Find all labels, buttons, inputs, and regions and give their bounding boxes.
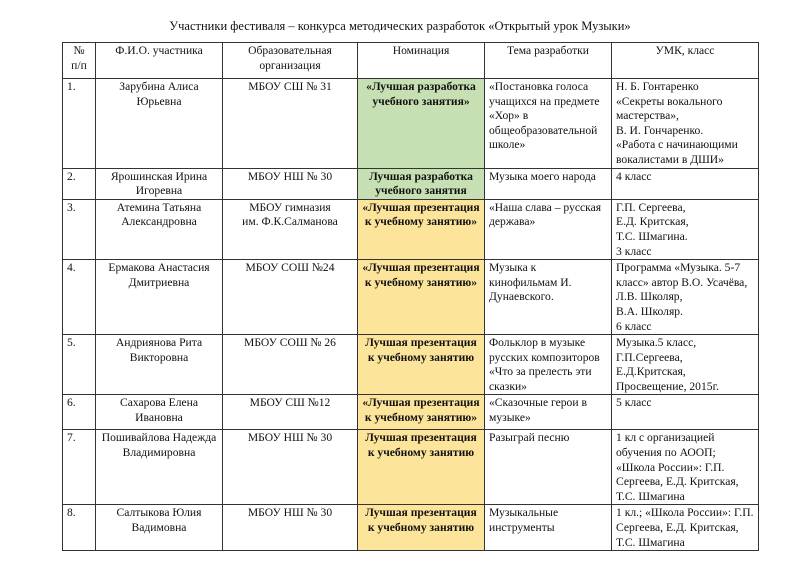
header-organization: Образовательная организация — [223, 43, 358, 79]
table-row — [63, 260, 759, 335]
nomination: Лучшая презентация к учебному занятию — [358, 505, 485, 551]
participant-name: Ермакова Анастасия Дмитриевна — [96, 260, 223, 335]
nomination: «Лучшая презентация к учебному занятию» — [358, 199, 485, 259]
header-umk: УМК, класс — [612, 43, 759, 79]
participant-name: Зарубина Алиса Юрьевна — [96, 79, 223, 169]
row-number: 8. — [63, 505, 96, 551]
row-number: 1. — [63, 79, 96, 169]
umk-class: 4 класс — [612, 168, 759, 199]
header-number: № п/п — [63, 43, 96, 79]
topic: Музыкальные инструменты — [485, 505, 612, 551]
table-row — [63, 430, 759, 505]
row-number: 3. — [63, 199, 96, 259]
topic: Музыка моего народа — [485, 168, 612, 199]
row-number: 6. — [63, 395, 96, 430]
organization: МБОУ СОШ № 26 — [223, 335, 358, 395]
document-title: Участники фестиваля – конкурса методических разработок «Открытый урок Музыки» — [169, 19, 631, 33]
organization: МБОУ СШ № 31 — [223, 79, 358, 169]
topic: Разыграй песню — [485, 430, 612, 505]
nomination: «Лучшая презентация к учебному занятию» — [358, 395, 485, 430]
participant-name: Андриянова Рита Викторовна — [96, 335, 223, 395]
header-topic: Тема разработки — [485, 43, 612, 79]
row-number: 2. — [63, 168, 96, 199]
organization: МБОУ НШ № 30 — [223, 505, 358, 551]
topic: «Постановка голоса учащихся на предмете «Хор» в общеобразовательной школе» — [485, 79, 612, 169]
table-row — [63, 168, 759, 199]
umk-class: 1 кл с организацией обучения по АООП; «Школа России»: Г.П. Сергеева, Е.Д. Критская, Т.С. Шмагина — [612, 430, 759, 505]
nomination: Лучшая презентация к учебному занятию — [358, 430, 485, 505]
participant-name: Пошивайлова Надежда Владимировна — [96, 430, 223, 505]
participants-table — [62, 42, 759, 551]
table-row — [63, 505, 759, 551]
organization: МБОУ СШ №12 — [223, 395, 358, 430]
table-header-row — [63, 43, 759, 79]
header-nomination: Номинация — [358, 43, 485, 79]
row-number: 4. — [63, 260, 96, 335]
umk-class: Программа «Музыка. 5-7 класс» автор В.О. Усачёва, Л.В. Школяр, В.А. Школяр. 6 класс — [612, 260, 759, 335]
header-name: Ф.И.О. участника — [96, 43, 223, 79]
umk-class: Г.П. Сергеева, Е.Д. Критская, Т.С. Шмагина. 3 класс — [612, 199, 759, 259]
umk-class: Музыка.5 класс, Г.П.Сергеева, Е.Д.Критская, Просвещение, 2015г. — [612, 335, 759, 395]
nomination: Лучшая презентация к учебному занятию — [358, 335, 485, 395]
row-number: 7. — [63, 430, 96, 505]
umk-class: 5 класс — [612, 395, 759, 430]
table-row — [63, 335, 759, 395]
topic: Музыка к кинофильмам И. Дунаевского. — [485, 260, 612, 335]
topic: «Наша слава – русская держава» — [485, 199, 612, 259]
participant-name: Атемина Татьяна Александровна — [96, 199, 223, 259]
table-row — [63, 79, 759, 169]
participant-name: Салтыкова Юлия Вадимовна — [96, 505, 223, 551]
table-row — [63, 199, 759, 259]
organization: МБОУ гимназия им. Ф.К.Салманова — [223, 199, 358, 259]
organization: МБОУ НШ № 30 — [223, 168, 358, 199]
nomination: Лучшая разработка учебного занятия — [358, 168, 485, 199]
nomination: «Лучшая презентация к учебному занятию» — [358, 260, 485, 335]
participant-name: Сахарова Елена Ивановна — [96, 395, 223, 430]
organization: МБОУ НШ № 30 — [223, 430, 358, 505]
umk-class: 1 кл.; «Школа России»: Г.П. Сергеева, Е.Д. Критская, Т.С. Шмагина — [612, 505, 759, 551]
row-number: 5. — [63, 335, 96, 395]
table-row — [63, 395, 759, 430]
topic: Фольклор в музыке русских композиторов «Что за прелесть эти сказки» — [485, 335, 612, 395]
nomination: «Лучшая разработка учебного занятия» — [358, 79, 485, 169]
participant-name: Ярошинская Ирина Игоревна — [96, 168, 223, 199]
organization: МБОУ СОШ №24 — [223, 260, 358, 335]
topic: «Сказочные герои в музыке» — [485, 395, 612, 430]
umk-class: Н. Б. Гонтаренко «Секреты вокального мастерства», В. И. Гончаренко. «Работа с начинающими вокалистами в ДШИ» — [612, 79, 759, 169]
